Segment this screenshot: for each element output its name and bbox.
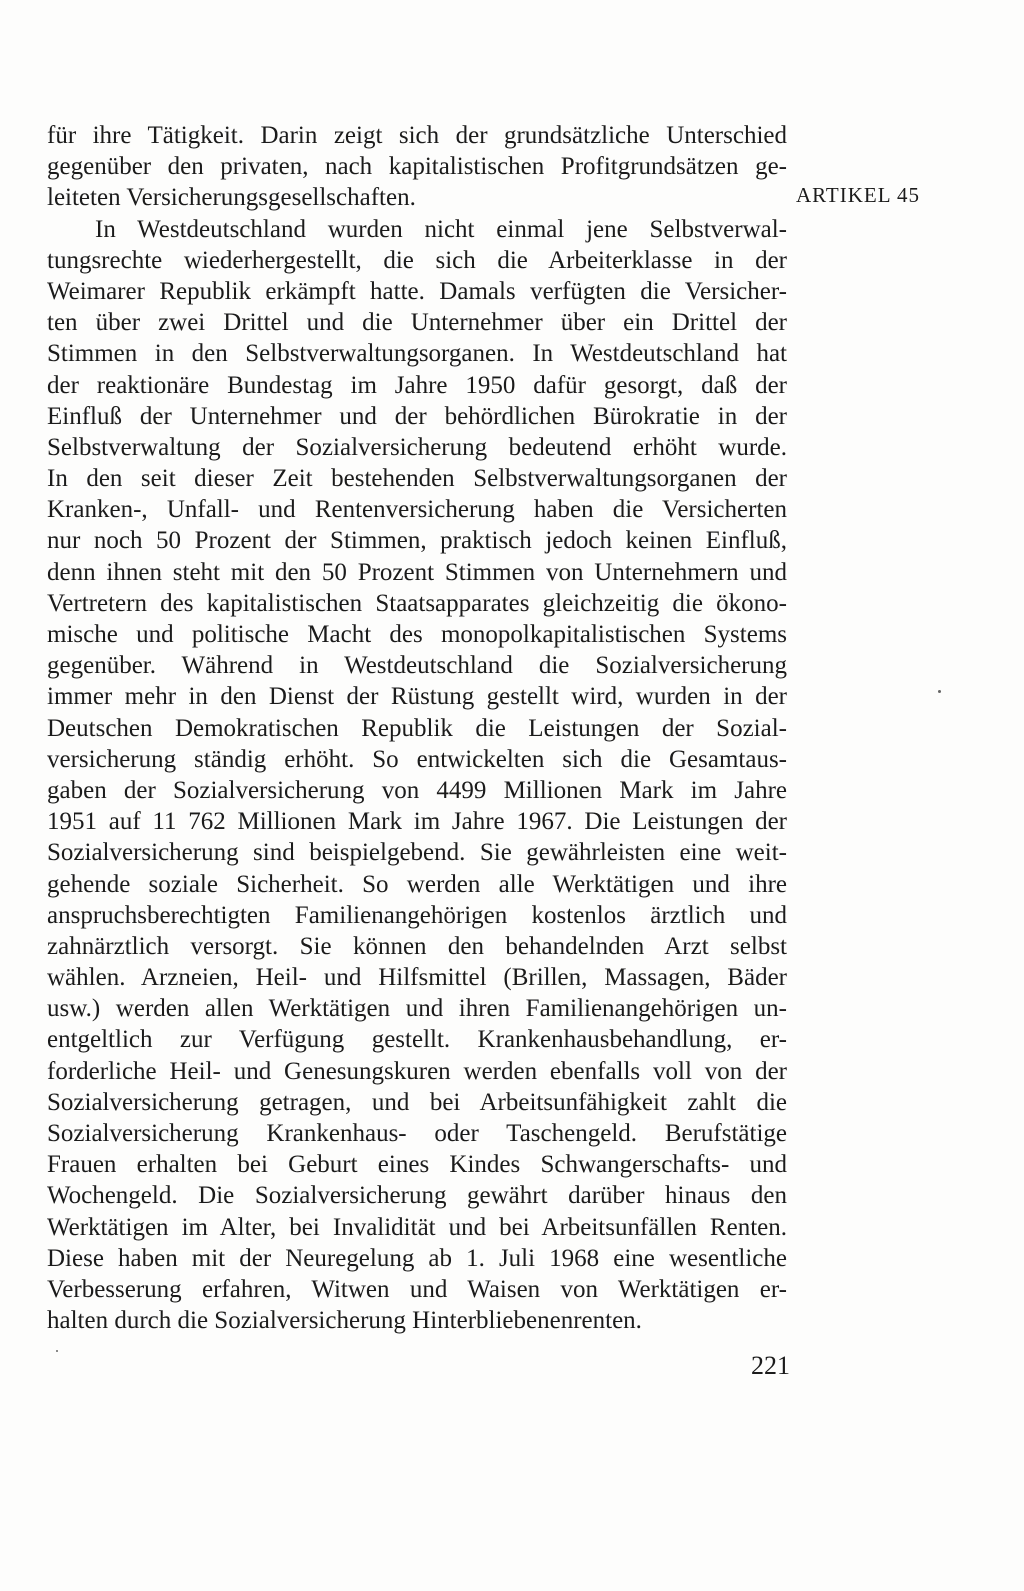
body-line: Verbesserung erfahren, Witwen und Waisen von Werktätigen er- [47,1275,787,1303]
body-line: denn ihnen steht mit den 50 Prozent Stimmen von Unternehmern und [47,558,787,586]
page-number: 221 [751,1351,790,1380]
print-speck [56,1350,58,1352]
body-line: Frauen erhalten bei Geburt eines Kindes Schwangerschafts- und [47,1151,787,1179]
body-line: Diese haben mit der Neuregelung ab 1. Juli 1968 eine wesentliche [47,1244,787,1272]
body-line: zahnärztlich versorgt. Sie können den behandelnden Arzt selbst [47,932,787,960]
body-line: Deutschen Demokratischen Republik die Leistungen der Sozial- [47,714,787,742]
body-line: Weimarer Republik erkämpft hatte. Damals verfügten die Versicher- [47,277,787,305]
body-line: In den seit dieser Zeit bestehenden Selbstverwaltungsorganen der [47,465,787,493]
body-line: Werktätigen im Alter, bei Invalidität und bei Arbeitsunfällen Renten. [47,1213,787,1241]
body-line: Einfluß der Unternehmer und der behördlichen Bürokratie in der [47,402,787,430]
body-line: Wochengeld. Die Sozialversicherung gewährt darüber hinaus den [47,1182,787,1210]
margin-note-article: ARTIKEL 45 [796,183,921,207]
body-line: Selbstverwaltung der Sozialversicherung bedeutend erhöht wurde. [47,433,787,461]
body-line: immer mehr in den Dienst der Rüstung gestellt wird, wurden in der [47,683,787,711]
body-line: Sozialversicherung Krankenhaus- oder Taschengeld. Berufstätige [47,1120,787,1147]
body-line: 1951 auf 11 762 Millionen Mark im Jahre 1967. Die Leistungen der [47,808,787,836]
body-line: Sozialversicherung sind beispielgebend. Sie gewährleisten eine weit- [47,839,787,867]
body-line: gaben der Sozialversicherung von 4499 Millionen Mark im Jahre [47,776,787,804]
body-line: usw.) werden allen Werktätigen und ihren Familienangehörigen un- [47,995,787,1023]
body-line: leiteten Versicherungsgesellschaften. [47,184,416,212]
print-speck [938,690,941,693]
body-line: gegenüber den privaten, nach kapitalistischen Profitgrundsätzen ge- [47,153,787,181]
body-line: wählen. Arzneien, Heil- und Hilfsmittel (Brillen, Massagen, Bäder [47,964,787,992]
body-line: tungsrechte wiederhergestellt, die sich die Arbeiterklasse in der [47,246,787,274]
body-line: anspruchsberechtigten Familienangehörigen kostenlos ärztlich und [47,901,787,929]
body-line: der reaktionäre Bundestag im Jahre 1950 dafür gesorgt, daß der [47,371,787,399]
body-line: gehende soziale Sicherheit. So werden alle Werktätigen und ihre [47,870,787,898]
body-line: forderliche Heil- und Genesungskuren werden ebenfalls voll von der [47,1057,787,1085]
body-line: Vertretern des kapitalistischen Staatsapparates gleichzeitig die ökono- [47,589,787,617]
body-line: halten durch die Sozialversicherung Hinterbliebenenrenten. [47,1307,642,1335]
body-line: entgeltlich zur Verfügung gestellt. Krankenhausbehandlung, er- [47,1026,787,1054]
body-line: mische und politische Macht des monopolkapitalistischen Systems [47,621,787,648]
body-text [47,120,787,1336]
body-line: für ihre Tätigkeit. Darin zeigt sich der grundsätzliche Unterschied [47,122,787,149]
body-line: Stimmen in den Selbstverwaltungsorganen. In Westdeutschland hat [47,340,787,368]
body-line: ten über zwei Drittel und die Unternehmer über ein Drittel der [47,309,787,337]
body-line: gegenüber. Während in Westdeutschland die Sozialversicherung [47,652,787,680]
body-line: In Westdeutschland wurden nicht einmal jene Selbstverwal- [95,215,787,243]
body-line: versicherung ständig erhöht. So entwickelten sich die Gesamtaus- [47,745,787,773]
body-line: nur noch 50 Prozent der Stimmen, praktisch jedoch keinen Einfluß, [47,527,787,555]
body-line: Sozialversicherung getragen, und bei Arbeitsunfähigkeit zahlt die [47,1088,787,1116]
body-line: Kranken-, Unfall- und Rentenversicherung haben die Versicherten [47,496,787,524]
